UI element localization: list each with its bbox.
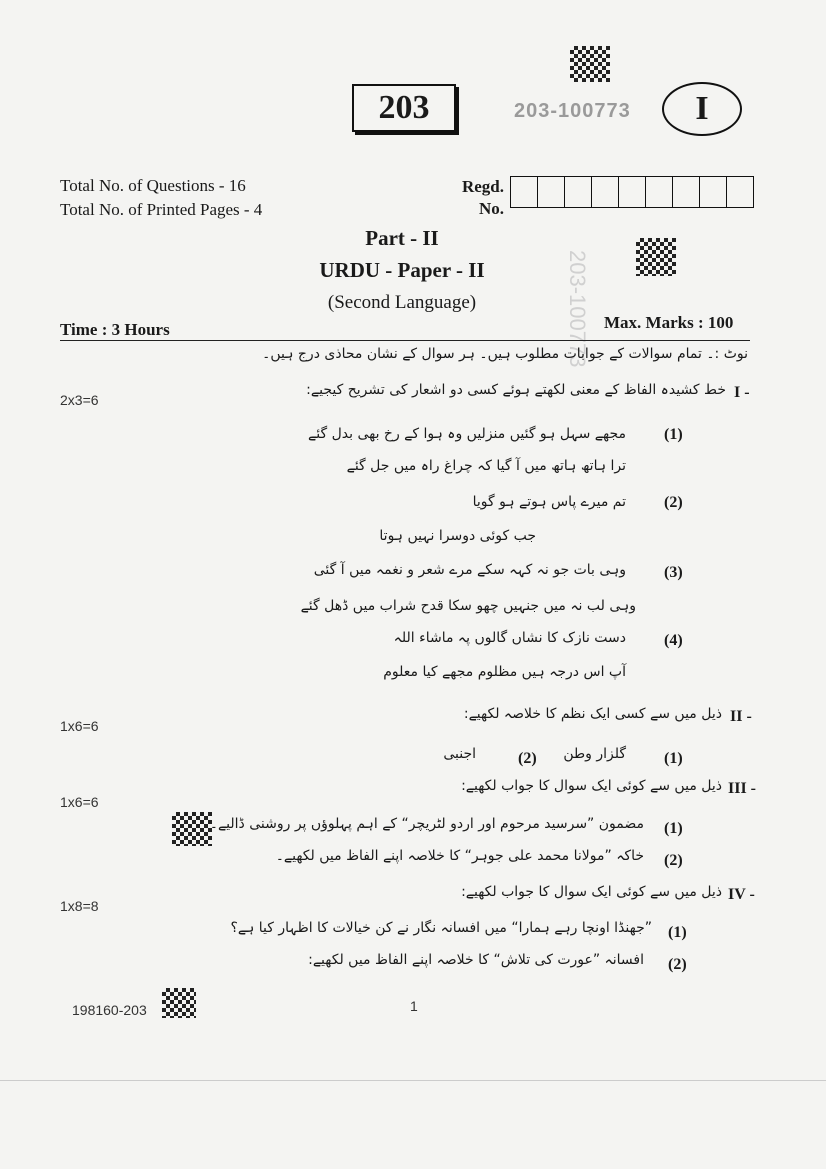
- regd-label-block: [440, 176, 504, 220]
- no-label: No.: [478, 199, 504, 218]
- time-label: Time : 3 Hours: [60, 320, 170, 339]
- verse-line: آپ اس درجہ ہیں مظلوم مجھے کیا معلوم: [383, 664, 626, 680]
- section-2-marks: 1x6=6: [60, 718, 99, 734]
- question-number: (2): [664, 852, 683, 869]
- instructions-note: نوٹ :۔ تمام سوالات کے جوابات مطلوب ہیں۔ ہر سوال کے نشان محاذی درج ہیں۔: [262, 346, 748, 362]
- qr-code-mid: [636, 238, 676, 276]
- question-number: (3): [664, 564, 683, 581]
- question-number: (1): [668, 924, 687, 941]
- verse-line: مجھے سہل ہو گئیں منزلیں وہ ہوا کے رخ بھی بدل گئے: [308, 426, 626, 442]
- verse-line: دست نازک کا نشاں گالوں پہ ماشاء اللہ: [393, 630, 626, 646]
- registration-number-boxes[interactable]: [510, 176, 754, 208]
- section-1-label: I -: [734, 384, 750, 401]
- question-text: ”جھنڈا اونچا رہے ہمارا“ میں افسانہ نگار نے کن خیالات کا اظہار کیا ہے؟: [230, 920, 652, 936]
- total-pages: Total No. of Printed Pages - 4: [60, 200, 263, 219]
- question-text: افسانہ ”عورت کی تلاش“ کا خلاصہ اپنے الفاظ میں لکھیے:: [308, 952, 644, 968]
- verse-line: تم میرے پاس ہوتے ہو گویا: [472, 494, 626, 510]
- section-1-instruction: خط کشیدہ الفاظ کے معنی لکھتے ہوئے کسی دو اشعار کی تشریح کیجیے:: [306, 382, 726, 398]
- header-rule: [60, 340, 750, 341]
- set-label: I: [662, 82, 742, 136]
- section-4-instruction: ذیل میں سے کوئی ایک سوال کا جواب لکھیے:: [461, 884, 722, 900]
- qr-code-section3: [172, 812, 212, 846]
- max-marks-label: Max. Marks : 100: [604, 313, 734, 332]
- qr-code-top: [570, 46, 610, 82]
- footer-code: 198160-203: [72, 1002, 147, 1018]
- section-2-label: II -: [730, 708, 752, 725]
- option-number: (1): [664, 750, 683, 767]
- page-number: 1: [410, 998, 418, 1014]
- paper-code-box: 203: [352, 84, 456, 132]
- section-4-marks: 1x8=8: [60, 898, 99, 914]
- verse-line: جب کوئی دوسرا نہیں ہوتا: [379, 528, 536, 544]
- question-number: (2): [668, 956, 687, 973]
- total-questions: Total No. of Questions - 16: [60, 176, 246, 195]
- section-2-instruction: ذیل میں سے کسی ایک نظم کا خلاصہ لکھیے:: [463, 706, 722, 722]
- regd-label: Regd.: [461, 177, 504, 196]
- question-number: (4): [664, 632, 683, 649]
- subject-title: URDU - Paper - II: [319, 258, 485, 282]
- verse-line: ترا ہاتھ ہاتھ میں آ گیا کہ چراغ راہ میں جل گئے: [346, 458, 626, 474]
- page-edge-rule: [0, 1080, 826, 1081]
- serial-watermark: 203-100773: [565, 250, 590, 368]
- option-number: (2): [518, 750, 537, 767]
- section-3-label: III -: [728, 780, 757, 797]
- section-3-marks: 1x6=6: [60, 794, 99, 810]
- serial-number: 203-100773: [514, 100, 631, 122]
- section-4-label: IV -: [728, 886, 755, 903]
- verse-line: وہی لب نہ میں جنہیں چھو سکا قدح شراب میں ڈھل گئے: [300, 598, 636, 614]
- verse-line: وہی بات جو نہ کہہ سکے مرے شعر و نغمہ میں آ گئی: [313, 562, 626, 578]
- option-text: اجنبی: [443, 746, 476, 762]
- question-text: مضمون ”سرسید مرحوم اور اردو لٹریچر“ کے اہم پہلوؤں پر روشنی ڈالیے۔: [209, 816, 644, 832]
- qr-code-footer: [162, 988, 196, 1018]
- question-text: خاکہ ”مولانا محمد علی جوہر“ کا خلاصہ اپنے الفاظ میں لکھیے۔: [275, 848, 644, 864]
- question-number: (1): [664, 426, 683, 443]
- part-title: Part - II: [365, 226, 439, 250]
- language-title: (Second Language): [327, 292, 477, 313]
- section-3-instruction: ذیل میں سے کوئی ایک سوال کا جواب لکھیے:: [461, 778, 722, 794]
- question-number: (2): [664, 494, 683, 511]
- question-number: (1): [664, 820, 683, 837]
- section-1-marks: 2x3=6: [60, 392, 99, 408]
- option-text: گلزار وطن: [563, 746, 626, 762]
